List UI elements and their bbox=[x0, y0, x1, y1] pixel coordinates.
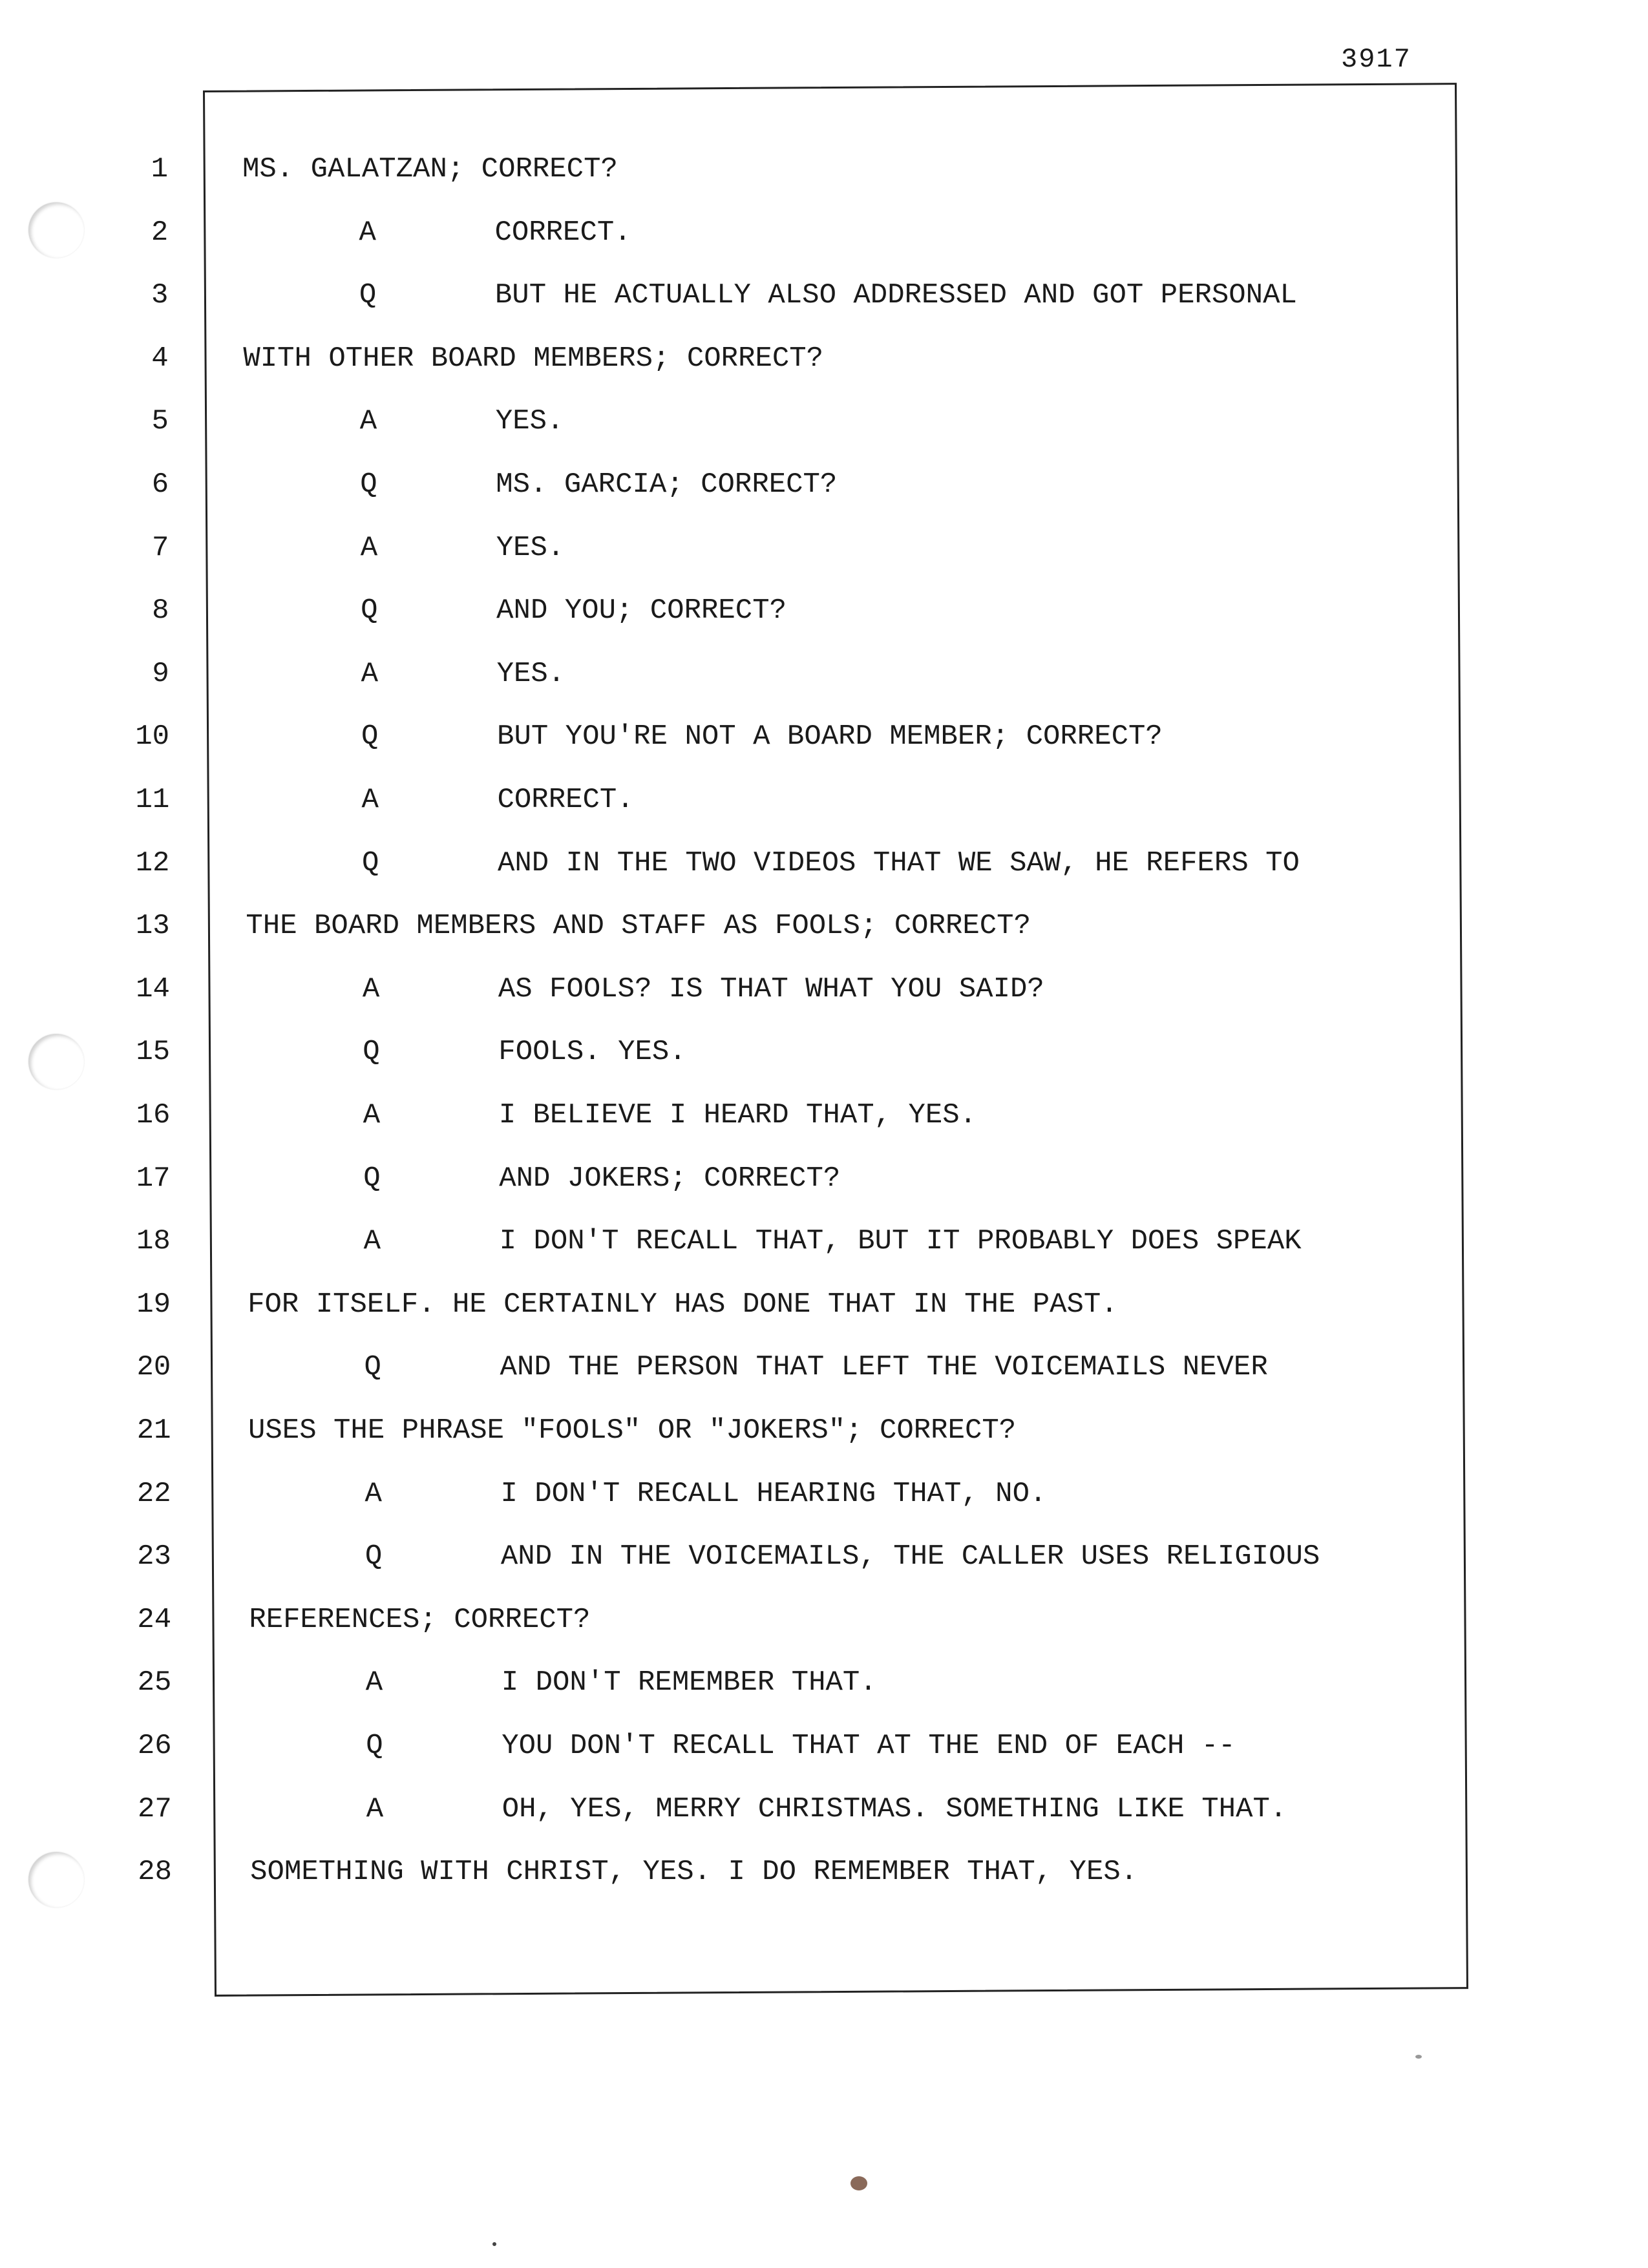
transcript-line bbox=[0, 591, 1648, 630]
speaker-label: A bbox=[362, 972, 380, 1005]
speaker-label: A bbox=[364, 1477, 382, 1510]
testimony-text: I DON'T REMEMBER THAT. bbox=[501, 1666, 877, 1699]
transcript-line bbox=[0, 1159, 1648, 1198]
paper-speck bbox=[492, 2242, 496, 2246]
speaker-label: A bbox=[366, 1792, 384, 1825]
transcript-line bbox=[0, 1790, 1648, 1829]
testimony-text: AND THE PERSON THAT LEFT THE VOICEMAILS NEVER bbox=[500, 1351, 1268, 1384]
testimony-text: USES THE PHRASE "FOOLS" OR "JOKERS"; CORRECT? bbox=[248, 1414, 1017, 1447]
line-number: 6 bbox=[151, 468, 169, 501]
line-number: 15 bbox=[136, 1036, 171, 1069]
line-number: 10 bbox=[135, 720, 170, 753]
transcript-line bbox=[0, 907, 1648, 945]
speaker-label: A bbox=[365, 1666, 383, 1699]
speaker-label: A bbox=[359, 405, 377, 438]
testimony-text: I DON'T RECALL HEARING THAT, NO. bbox=[500, 1477, 1047, 1510]
testimony-text: FOOLS. YES. bbox=[498, 1036, 686, 1069]
transcript-line bbox=[0, 1096, 1648, 1135]
testimony-text: AS FOOLS? IS THAT WHAT YOU SAID? bbox=[498, 972, 1044, 1005]
speaker-label: Q bbox=[361, 846, 379, 879]
transcript-line bbox=[0, 150, 1648, 189]
transcript-line bbox=[0, 655, 1648, 693]
speaker-label: Q bbox=[361, 720, 379, 753]
testimony-text: BUT YOU'RE NOT A BOARD MEMBER; CORRECT? bbox=[497, 720, 1163, 753]
line-number: 27 bbox=[138, 1792, 172, 1825]
transcript-line bbox=[0, 276, 1648, 315]
transcript-line bbox=[0, 402, 1648, 441]
transcript-line bbox=[0, 1411, 1648, 1450]
line-number: 2 bbox=[151, 216, 169, 249]
line-number: 18 bbox=[136, 1225, 171, 1258]
testimony-text: AND IN THE TWO VIDEOS THAT WE SAW, HE REFERS TO bbox=[497, 846, 1300, 879]
speaker-label: Q bbox=[366, 1730, 383, 1762]
testimony-text: AND IN THE VOICEMAILS, THE CALLER USES RELIGIOUS bbox=[500, 1540, 1320, 1573]
testimony-text: FOR ITSELF. HE CERTAINLY HAS DONE THAT IN THE PAST. bbox=[248, 1288, 1118, 1321]
speaker-label: Q bbox=[364, 1351, 381, 1384]
testimony-text: REFERENCES; CORRECT? bbox=[249, 1603, 591, 1636]
transcript-line bbox=[0, 844, 1648, 883]
line-number: 23 bbox=[137, 1540, 171, 1573]
line-number: 11 bbox=[135, 784, 170, 816]
transcript-line bbox=[0, 213, 1648, 252]
testimony-text: CORRECT. bbox=[497, 784, 634, 816]
speaker-label: Q bbox=[360, 468, 377, 501]
testimony-text: YOU DON'T RECALL THAT AT THE END OF EACH -- bbox=[502, 1730, 1236, 1762]
transcript-line bbox=[0, 1727, 1648, 1765]
speaker-label: Q bbox=[359, 279, 377, 312]
testimony-text: SOMETHING WITH CHRIST, YES. I DO REMEMBER THAT, YES. bbox=[250, 1856, 1138, 1889]
testimony-text: OH, YES, MERRY CHRISTMAS. SOMETHING LIKE THAT. bbox=[502, 1792, 1287, 1825]
line-number: 12 bbox=[135, 846, 170, 879]
speaker-label: A bbox=[361, 657, 378, 690]
paper-speck bbox=[1415, 2055, 1422, 2059]
speaker-label: A bbox=[359, 216, 376, 249]
line-number: 9 bbox=[152, 657, 169, 690]
testimony-text: YES. bbox=[496, 531, 565, 564]
line-number: 8 bbox=[152, 594, 169, 627]
transcript-line bbox=[0, 1537, 1648, 1576]
testimony-text: YES. bbox=[496, 657, 565, 690]
speaker-label: Q bbox=[361, 594, 378, 627]
line-number: 4 bbox=[151, 342, 169, 375]
transcript-line bbox=[0, 1348, 1648, 1387]
testimony-text: MS. GARCIA; CORRECT? bbox=[496, 468, 838, 501]
transcript-line bbox=[0, 1663, 1648, 1702]
speaker-label: A bbox=[361, 784, 379, 816]
transcript-line bbox=[0, 970, 1648, 1009]
speaker-label: Q bbox=[363, 1162, 381, 1195]
transcript-line bbox=[0, 1601, 1648, 1639]
paper-speck bbox=[850, 2176, 867, 2190]
testimony-text: I BELIEVE I HEARD THAT, YES. bbox=[498, 1099, 977, 1131]
testimony-text: AND JOKERS; CORRECT? bbox=[499, 1162, 841, 1195]
line-number: 17 bbox=[136, 1162, 171, 1195]
speaker-label: A bbox=[360, 531, 378, 564]
line-number: 20 bbox=[136, 1351, 171, 1384]
transcript-line bbox=[0, 1475, 1648, 1513]
line-number: 13 bbox=[135, 910, 170, 943]
line-number: 19 bbox=[136, 1288, 171, 1321]
testimony-text: YES. bbox=[495, 405, 564, 438]
transcript-line bbox=[0, 1853, 1648, 1891]
line-number: 1 bbox=[151, 153, 168, 185]
transcript-line bbox=[0, 1222, 1648, 1261]
testimony-text: CORRECT. bbox=[494, 216, 631, 249]
transcript-line bbox=[0, 339, 1648, 378]
speaker-label: Q bbox=[364, 1540, 383, 1573]
transcript-line bbox=[0, 529, 1648, 567]
line-number: 14 bbox=[136, 972, 170, 1005]
speaker-label: Q bbox=[363, 1036, 380, 1069]
transcript-line bbox=[0, 465, 1648, 504]
transcript-line bbox=[0, 1285, 1648, 1324]
line-number: 28 bbox=[138, 1856, 173, 1889]
testimony-text: THE BOARD MEMBERS AND STAFF AS FOOLS; CORRECT? bbox=[246, 910, 1031, 943]
speaker-label: A bbox=[363, 1225, 381, 1258]
line-number: 26 bbox=[137, 1730, 172, 1762]
testimony-text: WITH OTHER BOARD MEMBERS; CORRECT? bbox=[243, 342, 824, 375]
line-number: 5 bbox=[151, 405, 169, 438]
line-number: 24 bbox=[137, 1603, 172, 1636]
transcript-line bbox=[0, 781, 1648, 819]
testimony-text: I DON'T RECALL THAT, BUT IT PROBABLY DOES SPEAK bbox=[499, 1225, 1302, 1258]
line-number: 7 bbox=[151, 531, 169, 564]
testimony-text: BUT HE ACTUALLY ALSO ADDRESSED AND GOT PERSONAL bbox=[494, 279, 1297, 312]
line-number: 3 bbox=[151, 279, 169, 312]
line-number: 16 bbox=[136, 1099, 171, 1131]
line-number: 25 bbox=[137, 1666, 172, 1699]
line-number: 21 bbox=[136, 1414, 171, 1447]
transcript-line bbox=[0, 717, 1648, 756]
testimony-text: AND YOU; CORRECT? bbox=[496, 594, 787, 627]
transcript-line bbox=[0, 1033, 1648, 1071]
speaker-label: A bbox=[363, 1099, 381, 1131]
page-number: 3917 bbox=[1341, 44, 1411, 75]
testimony-text: MS. GALATZAN; CORRECT? bbox=[242, 153, 618, 185]
line-number: 22 bbox=[136, 1477, 171, 1510]
